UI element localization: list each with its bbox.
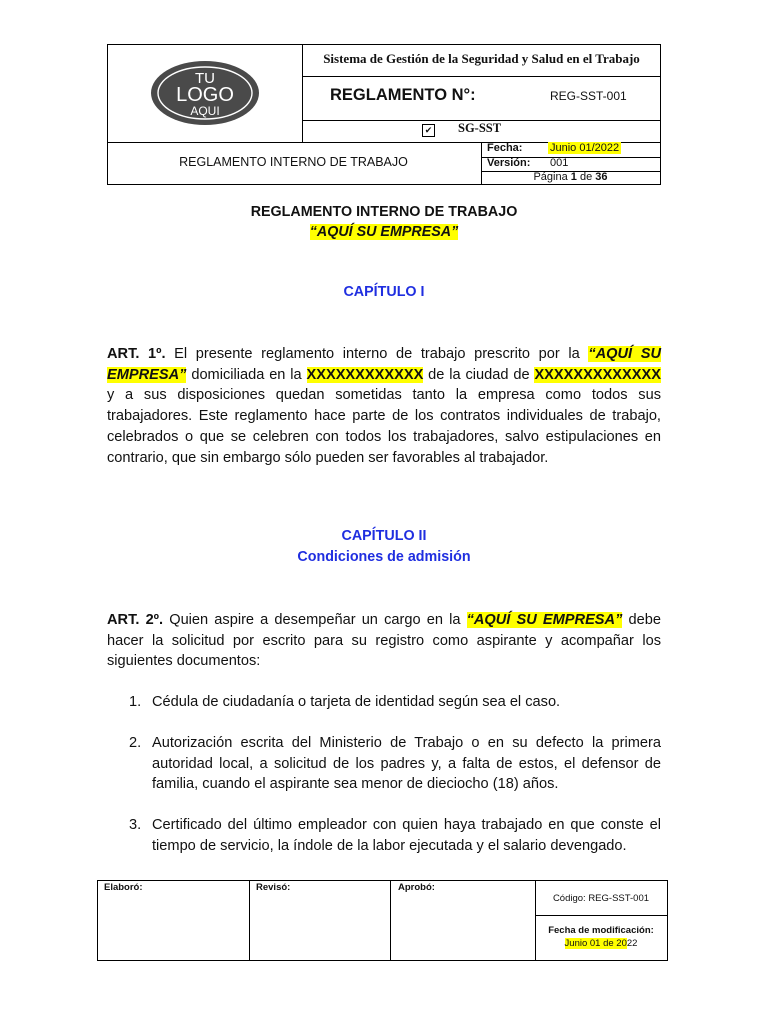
article-2: ART. 2º. Quien aspire a desempeñar un cargo en la “AQUÍ SU EMPRESA” debe hacer la solicitud por escrito para su registro como aspirante y acompañar los siguientes documentos:	[107, 612, 661, 670]
footer-reviso: Revisó:	[256, 882, 291, 893]
company-subtitle: “AQUÍ SU EMPRESA”	[309, 224, 459, 240]
list-item-number: 2.	[129, 735, 142, 751]
version-label: Versión:	[487, 157, 531, 169]
footer-codigo: Código: REG-SST-001	[552, 893, 650, 904]
footer-elaboro: Elaboró:	[104, 882, 143, 893]
svg-text:LOGO: LOGO	[176, 84, 234, 106]
page-indicator: Página 1 de 36	[533, 171, 608, 183]
reg-code: REG-SST-001	[550, 89, 627, 103]
sgsst-checkbox: ✔	[422, 124, 435, 137]
footer-fecha-mod-value: Junio 01 de 2022	[564, 938, 638, 949]
footer-aprobo: Aprobó:	[398, 882, 435, 893]
chapter-1-heading: CAPÍTULO I	[343, 284, 425, 300]
list-item: Autorización escrita del Ministerio de Trabajo o en su defecto la primera autoridad local, a solicitud de los padres y, a falta de estos, el defensor de familia, cuando el aspirante sea menor de dieciocho (18) años.	[152, 735, 661, 793]
list-item-number: 3.	[129, 817, 142, 833]
chapter-2-subheading: Condiciones de admisión	[297, 549, 471, 565]
fecha-label: Fecha:	[487, 142, 523, 154]
list-item: Certificado del último empleador con quien haya trabajado en que conste el tiempo de servicio, la índole de la labor ejecutada y el salario devengado.	[152, 817, 661, 854]
list-item: Cédula de ciudadanía o tarjeta de identidad según sea el caso.	[152, 694, 561, 710]
article-1: ART. 1º. El presente reglamento interno de trabajo prescrito por la “AQUÍ SU EMPRESA” domiciliada en la XXXXXXXXXXXX de la ciudad de XXXXXXXXXXXXX y a sus disposiciones quedan sometidas tanto la empresa como todos sus trabajadores. Este reglamento hace parte de los contratos individuales de trabajo, celebrados o que se celebren con todos los trabajadores, salvo estipulaciones en contrario, que sin embargo sólo pueden ser favorables al trabajador.	[107, 346, 661, 466]
fecha-value: Junio 01/2022	[550, 142, 620, 154]
company-logo	[150, 60, 260, 126]
svg-text:TU: TU	[195, 70, 215, 87]
system-title: Sistema de Gestión de la Seguridad y Salud en el Trabajo	[323, 51, 640, 66]
footer-fecha-mod-label: Fecha de modificación:	[548, 925, 654, 936]
reg-label: REGLAMENTO N°:	[330, 86, 476, 104]
main-title: REGLAMENTO INTERNO DE TRABAJO	[250, 204, 518, 220]
chapter-2-heading: CAPÍTULO II	[341, 528, 427, 544]
svg-text:AQUI: AQUI	[190, 104, 220, 118]
doc-title: REGLAMENTO INTERNO DE TRABAJO	[179, 155, 408, 169]
sg-sst-label: SG-SST	[458, 121, 502, 135]
version-value: 001	[550, 157, 569, 169]
list-item-number: 1.	[129, 694, 142, 710]
